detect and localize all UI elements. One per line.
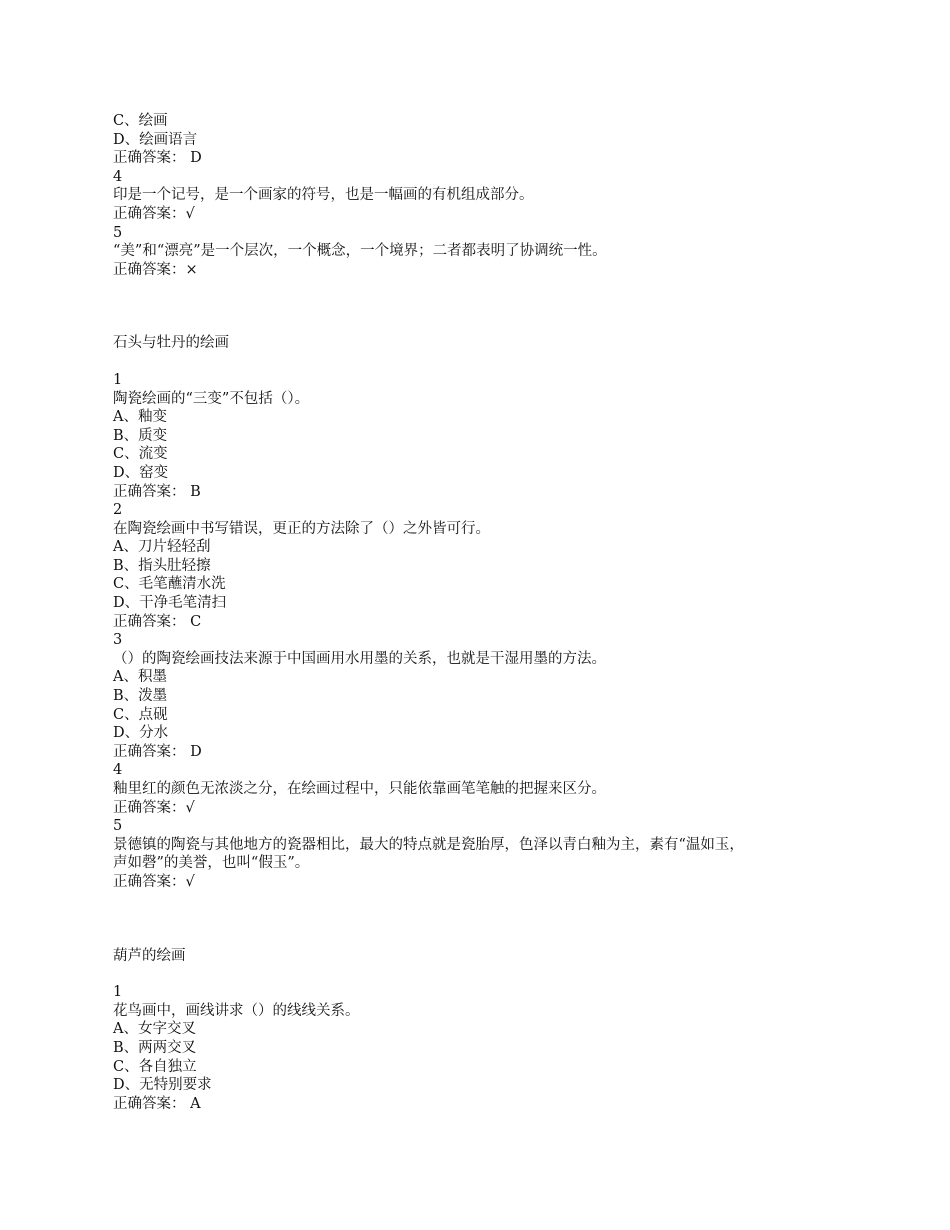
- question-number: 5: [113, 224, 123, 241]
- section-gourd: [113, 947, 933, 1114]
- question-text: （）的陶瓷绘画技法来源于中国画用水用墨的关系，也就是干湿用墨的方法。: [113, 650, 606, 667]
- section-title: 石头与牡丹的绘画: [113, 335, 229, 352]
- question-number: 1: [113, 984, 123, 1001]
- question-block: [113, 631, 933, 761]
- question-text: 陶瓷绘画的“三变”不包括（）。: [113, 390, 310, 407]
- option-c: C、点砚: [113, 706, 168, 723]
- section-stone-peony: [113, 334, 933, 891]
- question-block: [113, 501, 933, 631]
- option-d: D、干净毛笔清扫: [113, 595, 227, 612]
- question-number: 4: [113, 762, 123, 779]
- option-d: D、窑变: [113, 464, 169, 481]
- section-spacer: [113, 279, 933, 334]
- answer-text: 正确答案：√: [113, 799, 195, 816]
- option-c: C、各自独立: [113, 1058, 197, 1075]
- question-block: [113, 983, 933, 1113]
- question-block: [113, 817, 933, 891]
- question-number: 3: [113, 632, 123, 649]
- option-d: D、无特别要求: [113, 1077, 212, 1094]
- question-text-line-2: 声如磬”的美誉，也叫“假玉”。: [113, 855, 310, 872]
- option-a: A、釉变: [113, 409, 167, 426]
- option-c: C、绘画: [113, 113, 168, 129]
- answer-text: 正确答案： D: [113, 743, 202, 760]
- option-c: C、毛笔蘸清水洗: [113, 576, 226, 593]
- question-number: 2: [113, 502, 123, 519]
- question-text: 花鸟画中，画线讲求（）的线线关系。: [113, 1002, 360, 1019]
- question-text: 釉里红的颜色无浓淡之分，在绘画过程中，只能依靠画笔笔触的把握来区分。: [113, 781, 606, 797]
- title-spacer: [113, 965, 933, 983]
- option-b: B、两两交叉: [113, 1039, 197, 1056]
- option-b: B、质变: [113, 427, 168, 444]
- answer-text: 正确答案：√: [113, 873, 195, 890]
- option-a: A、积墨: [113, 669, 167, 686]
- document-page: [113, 112, 933, 1113]
- question-number: 4: [113, 168, 123, 185]
- option-c: C、流变: [113, 446, 168, 463]
- previous-section-fragment: [113, 112, 933, 279]
- option-a: A、刀片轻轻刮: [113, 539, 211, 556]
- question-text: “美”和“漂亮”是一个层次，一个概念，一个境界；二者都表明了协调统一性。: [113, 243, 607, 260]
- answer-text: 正确答案： A: [113, 1095, 201, 1112]
- answer-text: 正确答案： C: [113, 613, 202, 630]
- option-a: A、女字交叉: [113, 1021, 196, 1038]
- option-d: D、分水: [113, 725, 169, 742]
- answer-text: 正确答案： D: [113, 150, 202, 167]
- question-text: 印是一个记号，是一个画家的符号，也是一幅画的有机组成部分。: [113, 187, 534, 204]
- question-text-line-1: 景德镇的陶瓷与其他地方的瓷器相比，最大的特点就是瓷胎厚，色泽以青白釉为主，素有“温如玉，: [113, 836, 744, 853]
- option-b: B、泼墨: [113, 688, 168, 705]
- section-title: 葫芦的绘画: [113, 947, 186, 964]
- answer-text: 正确答案： B: [113, 483, 201, 500]
- option-d: D、绘画语言: [113, 131, 198, 148]
- question-number: 1: [113, 371, 123, 388]
- question-number: 5: [113, 818, 123, 835]
- section-spacer: [113, 892, 933, 947]
- answer-text: 正确答案：×: [113, 261, 198, 278]
- option-b: B、指头肚轻擦: [113, 557, 211, 574]
- question-block: [113, 761, 933, 817]
- title-spacer: [113, 353, 933, 371]
- question-block: [113, 371, 933, 501]
- question-text: 在陶瓷绘画中书写错误，更正的方法除了（）之外皆可行。: [113, 520, 490, 537]
- answer-text: 正确答案：√: [113, 205, 195, 222]
